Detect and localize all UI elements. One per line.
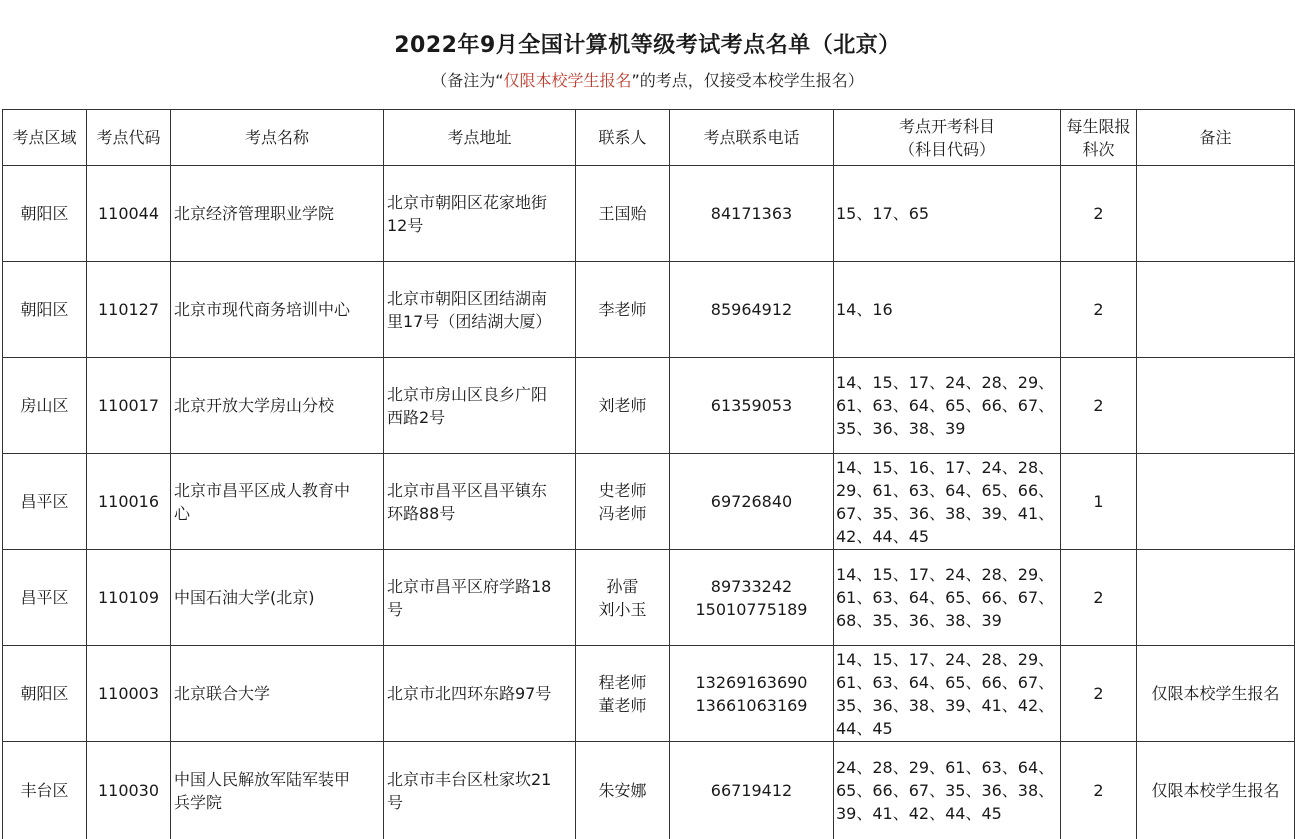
table-row xyxy=(3,646,1295,742)
cell-subjects: 14、15、17、24、28、29、 61、63、64、65、66、67、 35、36、38、39、41、42、 44、45 xyxy=(834,646,1061,742)
cell-phone: 89733242 15010775189 xyxy=(670,550,834,646)
cell-phone: 13269163690 13661063169 xyxy=(670,646,834,742)
cell-note xyxy=(1137,358,1295,454)
subtitle-suffix: ”的考点，仅接受本校学生报名） xyxy=(631,71,864,90)
cell-name: 中国石油大学(北京) xyxy=(171,550,384,646)
cell-code: 110016 xyxy=(87,454,171,550)
header-limit: 每生限报 科次 xyxy=(1061,110,1137,166)
page-subtitle xyxy=(0,68,1295,91)
header-phone: 考点联系电话 xyxy=(670,110,834,166)
cell-contact: 程老师 董老师 xyxy=(576,646,670,742)
cell-district: 昌平区 xyxy=(3,550,87,646)
cell-code: 110109 xyxy=(87,550,171,646)
cell-address: 北京市昌平区昌平镇东 环路88号 xyxy=(384,454,576,550)
cell-code: 110003 xyxy=(87,646,171,742)
cell-address: 北京市朝阳区花家地街 12号 xyxy=(384,166,576,262)
header-name: 考点名称 xyxy=(171,110,384,166)
cell-subjects: 14、15、17、24、28、29、 61、63、64、65、66、67、 35、36、38、39 xyxy=(834,358,1061,454)
cell-phone: 84171363 xyxy=(670,166,834,262)
cell-address: 北京市丰台区杜家坎21 号 xyxy=(384,742,576,839)
cell-name: 北京开放大学房山分校 xyxy=(171,358,384,454)
header-subjects: 考点开考科目 （科目代码） xyxy=(834,110,1061,166)
cell-phone: 69726840 xyxy=(670,454,834,550)
cell-limit: 2 xyxy=(1061,646,1137,742)
subtitle-prefix: （备注为“ xyxy=(431,71,504,90)
table-header-row xyxy=(3,110,1295,166)
cell-name: 北京市昌平区成人教育中 心 xyxy=(171,454,384,550)
cell-subjects: 14、15、16、17、24、28、 29、61、63、64、65、66、 67、35、36、38、39、41、 42、44、45 xyxy=(834,454,1061,550)
subtitle-highlight: 仅限本校学生报名 xyxy=(503,71,632,90)
cell-note xyxy=(1137,166,1295,262)
header-code: 考点代码 xyxy=(87,110,171,166)
cell-name: 北京市现代商务培训中心 xyxy=(171,262,384,358)
cell-district: 丰台区 xyxy=(3,742,87,839)
table-row xyxy=(3,262,1295,358)
cell-phone: 61359053 xyxy=(670,358,834,454)
cell-district: 朝阳区 xyxy=(3,646,87,742)
header-address: 考点地址 xyxy=(384,110,576,166)
header-note: 备注 xyxy=(1137,110,1295,166)
cell-district: 朝阳区 xyxy=(3,166,87,262)
cell-code: 110044 xyxy=(87,166,171,262)
cell-address: 北京市昌平区府学路18 号 xyxy=(384,550,576,646)
cell-subjects: 15、17、65 xyxy=(834,166,1061,262)
cell-code: 110127 xyxy=(87,262,171,358)
cell-district: 房山区 xyxy=(3,358,87,454)
cell-district: 昌平区 xyxy=(3,454,87,550)
cell-limit: 2 xyxy=(1061,742,1137,839)
cell-contact: 李老师 xyxy=(576,262,670,358)
cell-name: 北京联合大学 xyxy=(171,646,384,742)
cell-subjects: 14、16 xyxy=(834,262,1061,358)
cell-note xyxy=(1137,454,1295,550)
cell-contact: 史老师 冯老师 xyxy=(576,454,670,550)
cell-limit: 2 xyxy=(1061,358,1137,454)
header-district: 考点区域 xyxy=(3,110,87,166)
cell-phone: 66719412 xyxy=(670,742,834,839)
exam-site-table xyxy=(2,109,1295,839)
cell-note: 仅限本校学生报名 xyxy=(1137,646,1295,742)
cell-limit: 2 xyxy=(1061,262,1137,358)
cell-limit: 2 xyxy=(1061,166,1137,262)
cell-note xyxy=(1137,262,1295,358)
table-row xyxy=(3,358,1295,454)
cell-contact: 朱安娜 xyxy=(576,742,670,839)
cell-note xyxy=(1137,550,1295,646)
table-row xyxy=(3,742,1295,839)
cell-contact: 王国贻 xyxy=(576,166,670,262)
cell-name: 北京经济管理职业学院 xyxy=(171,166,384,262)
cell-contact: 孙雷 刘小玉 xyxy=(576,550,670,646)
cell-district: 朝阳区 xyxy=(3,262,87,358)
cell-subjects: 24、28、29、61、63、64、 65、66、67、35、36、38、 39、41、42、44、45 xyxy=(834,742,1061,839)
cell-note: 仅限本校学生报名 xyxy=(1137,742,1295,839)
cell-address: 北京市房山区良乡广阳 西路2号 xyxy=(384,358,576,454)
header-contact: 联系人 xyxy=(576,110,670,166)
cell-name: 中国人民解放军陆军装甲 兵学院 xyxy=(171,742,384,839)
page-title: 2022年9月全国计算机等级考试考点名单（北京） xyxy=(394,33,901,58)
cell-limit: 1 xyxy=(1061,454,1137,550)
cell-limit: 2 xyxy=(1061,550,1137,646)
table-row xyxy=(3,454,1295,550)
table-row xyxy=(3,550,1295,646)
cell-code: 110030 xyxy=(87,742,171,839)
cell-contact: 刘老师 xyxy=(576,358,670,454)
cell-code: 110017 xyxy=(87,358,171,454)
cell-phone: 85964912 xyxy=(670,262,834,358)
table-row xyxy=(3,166,1295,262)
cell-address: 北京市北四环东路97号 xyxy=(384,646,576,742)
cell-subjects: 14、15、17、24、28、29、 61、63、64、65、66、67、 68、35、36、38、39 xyxy=(834,550,1061,646)
cell-address: 北京市朝阳区团结湖南 里17号（团结湖大厦） xyxy=(384,262,576,358)
